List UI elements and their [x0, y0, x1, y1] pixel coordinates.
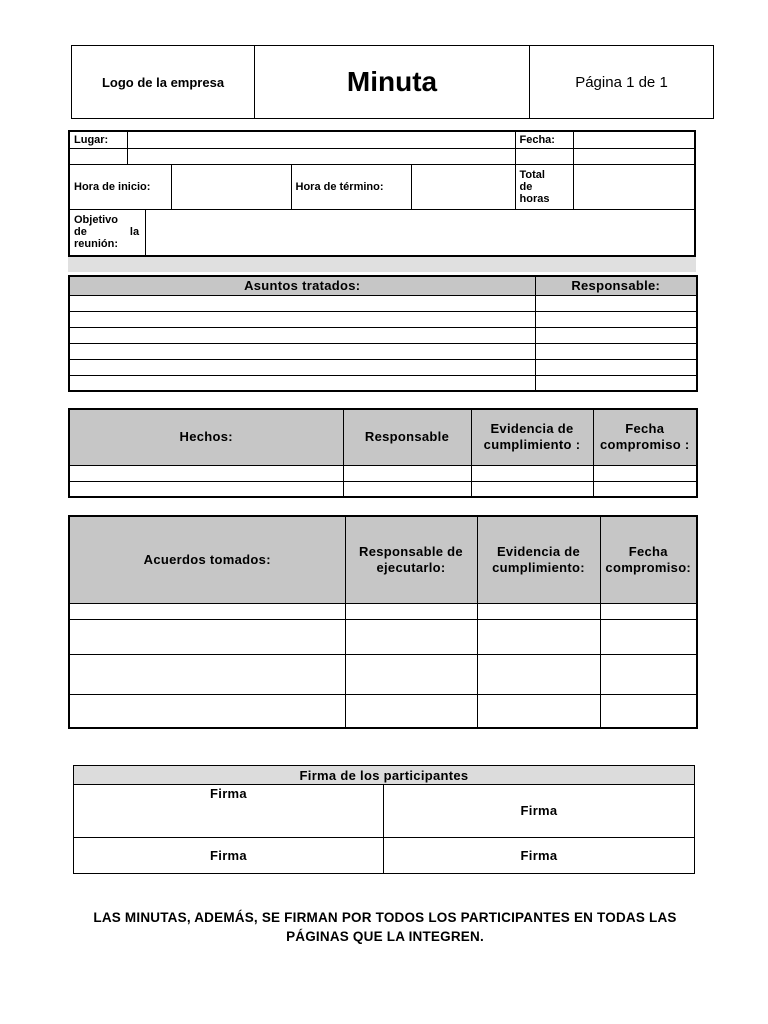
header-table: [71, 45, 714, 119]
responsable-cell[interactable]: [535, 295, 697, 311]
firma-cell-4[interactable]: Firma: [384, 837, 695, 873]
responsable-cell[interactable]: [535, 327, 697, 343]
fecha-cell[interactable]: [593, 465, 697, 481]
evidencia-cell[interactable]: [477, 694, 600, 728]
acuerdo-cell[interactable]: [69, 603, 345, 619]
fecha-label: Fecha:: [515, 131, 573, 148]
lugar-blank-cell: [69, 148, 127, 164]
evidencia-cell[interactable]: [477, 619, 600, 654]
evidencia-cell[interactable]: [471, 481, 593, 497]
separator-band: [68, 257, 696, 272]
document-title: Minuta: [255, 46, 530, 119]
fecha-field-2[interactable]: [573, 148, 695, 164]
evidencia-cell[interactable]: [477, 654, 600, 694]
fecha-cell[interactable]: [600, 694, 697, 728]
asunto-cell[interactable]: [69, 295, 535, 311]
fecha-cell[interactable]: [600, 619, 697, 654]
objetivo-field[interactable]: [145, 209, 695, 256]
page-number: Página 1 de 1: [530, 46, 714, 119]
hechos-evidencia-header: Evidencia de cumplimiento :: [471, 409, 593, 465]
responsable-cell[interactable]: [345, 654, 477, 694]
fecha-cell[interactable]: [600, 603, 697, 619]
fecha-field[interactable]: [573, 131, 695, 148]
footer-note: LAS MINUTAS, ADEMÁS, SE FIRMAN POR TODOS LOS PARTICIPANTES EN TODAS LAS PÁGINAS QUE LA INTEGREN.: [93, 910, 677, 944]
objetivo-label: Objetivo de la reunión:: [69, 209, 145, 256]
asuntos-table: [68, 275, 698, 392]
hora-termino-label: Hora de término:: [291, 164, 411, 209]
hechos-responsable-header: Responsable: [343, 409, 471, 465]
asunto-cell[interactable]: [69, 327, 535, 343]
firma-cell-1[interactable]: Firma: [74, 785, 384, 837]
evidencia-cell[interactable]: [477, 603, 600, 619]
fecha-cell[interactable]: [600, 654, 697, 694]
responsable-header: Responsable:: [535, 276, 697, 295]
responsable-cell[interactable]: [535, 343, 697, 359]
asunto-cell[interactable]: [69, 343, 535, 359]
responsable-cell[interactable]: [345, 603, 477, 619]
acuerdos-table: [68, 515, 698, 729]
firma-cell-3[interactable]: Firma: [74, 837, 384, 873]
fecha-blank-cell: [515, 148, 573, 164]
responsable-cell[interactable]: [535, 375, 697, 391]
responsable-cell[interactable]: [535, 311, 697, 327]
hora-termino-field[interactable]: [411, 164, 515, 209]
asunto-cell[interactable]: [69, 359, 535, 375]
hechos-table: [68, 408, 698, 498]
acuerdo-cell[interactable]: [69, 619, 345, 654]
firma-cell-2[interactable]: Firma: [384, 785, 695, 837]
responsable-cell[interactable]: [345, 619, 477, 654]
responsable-cell[interactable]: [343, 465, 471, 481]
hora-inicio-label: Hora de inicio:: [69, 164, 171, 209]
responsable-cell[interactable]: [345, 694, 477, 728]
acuerdo-cell[interactable]: [69, 694, 345, 728]
lugar-field-2[interactable]: [127, 148, 515, 164]
lugar-label: Lugar:: [69, 131, 127, 148]
meeting-info-table: [68, 130, 696, 257]
hora-inicio-field[interactable]: [171, 164, 291, 209]
acuerdos-header: Acuerdos tomados:: [69, 516, 345, 603]
hecho-cell[interactable]: [69, 481, 343, 497]
acuerdos-responsable-header: Responsable de ejecutarlo:: [345, 516, 477, 603]
responsable-cell[interactable]: [343, 481, 471, 497]
fecha-cell[interactable]: [593, 481, 697, 497]
total-horas-label: Total de horas: [515, 164, 573, 209]
asunto-cell[interactable]: [69, 311, 535, 327]
lugar-field[interactable]: [127, 131, 515, 148]
company-logo-placeholder: Logo de la empresa: [72, 46, 255, 119]
acuerdos-fecha-header: Fecha compromiso:: [600, 516, 697, 603]
hecho-cell[interactable]: [69, 465, 343, 481]
evidencia-cell[interactable]: [471, 465, 593, 481]
firmas-header: Firma de los participantes: [74, 766, 695, 785]
acuerdos-evidencia-header: Evidencia de cumplimiento:: [477, 516, 600, 603]
asunto-cell[interactable]: [69, 375, 535, 391]
total-horas-field[interactable]: [573, 164, 695, 209]
asuntos-header: Asuntos tratados:: [69, 276, 535, 295]
acuerdo-cell[interactable]: [69, 654, 345, 694]
responsable-cell[interactable]: [535, 359, 697, 375]
hechos-fecha-header: Fecha compromiso :: [593, 409, 697, 465]
firmas-table: [73, 765, 695, 874]
hechos-header: Hechos:: [69, 409, 343, 465]
